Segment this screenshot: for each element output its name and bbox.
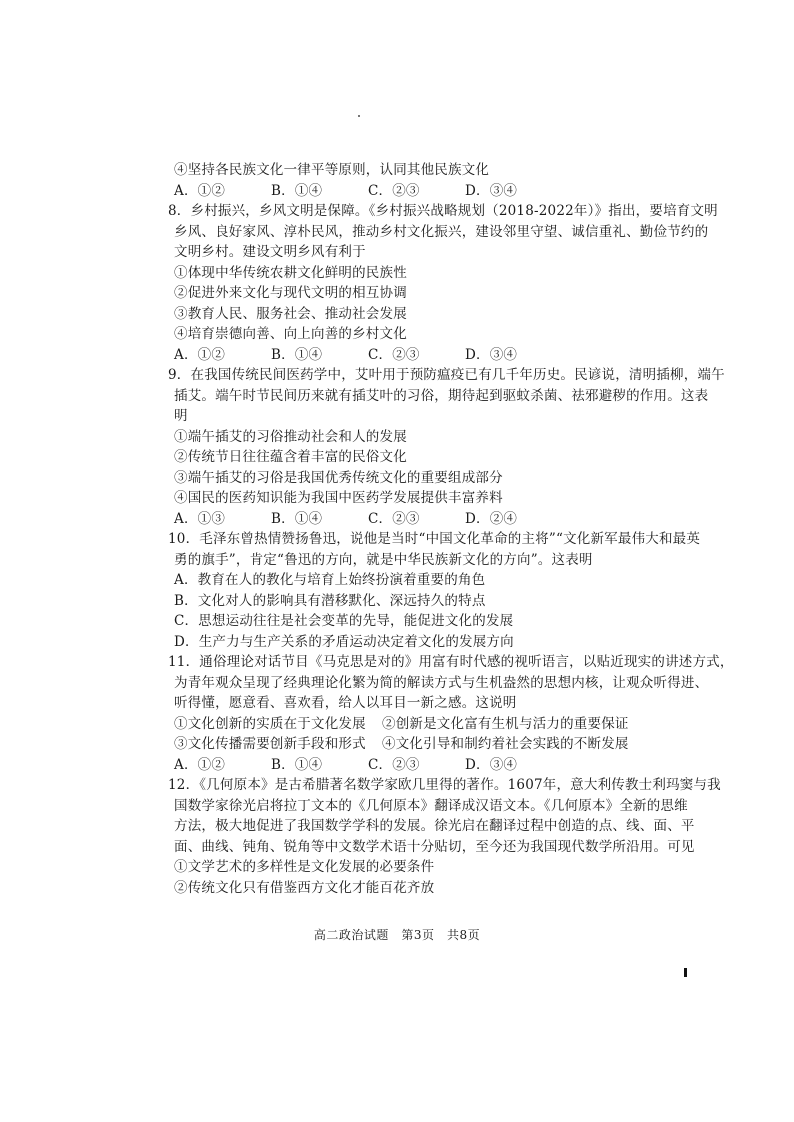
choice-d: D．生产力与生产关系的矛盾运动决定着文化的发展方向 xyxy=(174,633,514,650)
question-stem-line: 国数学家徐光启将拉丁文本的《几何原本》翻译成汉语文本。《几何原本》全新的思维 xyxy=(174,797,688,814)
option-b: B．①④ xyxy=(271,346,323,363)
statement-1: ①文化创新的实质在于文化发展 xyxy=(174,715,366,732)
choice-c: C．思想运动往往是社会变革的先导，能促进文化的发展 xyxy=(174,613,514,629)
statement-row xyxy=(174,734,654,755)
question-stem-line: 听得懂，愿意看、喜欢看，给人以耳目一新之感。这说明 xyxy=(174,695,517,711)
statement-row xyxy=(174,714,654,735)
statement-1: ①体现中华传统农耕文化鲜明的民族性 xyxy=(174,264,407,281)
choice-b: B．文化对人的影响具有潜移默化、深远持久的特点 xyxy=(174,592,486,609)
question-stem-line: 乡风、良好家风、淳朴民风，推动乡村文化振兴，建设邻里守望、诚信重礼、勤俭节约的 xyxy=(174,223,709,240)
statement-1: ①端午插艾的习俗推动社会和人的发展 xyxy=(174,428,407,445)
statement-4: ④培育崇德向善、向上向善的乡村文化 xyxy=(174,326,407,342)
answer-options xyxy=(174,181,654,202)
question-stem-line: 明 xyxy=(174,408,188,424)
question-stem-line: 8．乡村振兴，乡风文明是保障。《乡村振兴战略规划（2018-2022年）》指出，要培育文明 xyxy=(168,203,718,219)
question-stem-line: 11．通俗理论对话节目《马克思是对的》用富有时代感的视听语言，以贴近现实的讲述方式， xyxy=(168,654,734,670)
option-d: D．③④ xyxy=(465,182,518,199)
option-a: A．①② xyxy=(174,182,226,199)
statement-3: ③文化传播需要创新手段和形式 xyxy=(174,736,366,752)
statement-2: ②促进外来文化与现代文明的相互协调 xyxy=(174,285,407,301)
scan-mark xyxy=(684,968,687,977)
statement-1: ①文学艺术的多样性是文化发展的必要条件 xyxy=(174,859,435,875)
question-stem-line: 为青年观众呈现了经典理论化繁为简的解读方式与生机盎然的思想内核，让观众听得进、 xyxy=(174,674,709,691)
statement-2: ②创新是文化富有生机与活力的重要保证 xyxy=(382,715,629,732)
answer-options xyxy=(174,345,654,366)
question-11 xyxy=(168,652,734,775)
option-a: A．①② xyxy=(174,756,226,773)
statement-4: ④国民的医药知识能为我国中医药学发展提供丰富养料 xyxy=(174,490,503,506)
option-a: A．①③ xyxy=(174,510,226,527)
scan-speck xyxy=(358,115,360,117)
option-b: B．①④ xyxy=(271,756,323,773)
option-c: C．②③ xyxy=(368,182,420,199)
option-b: B．①④ xyxy=(271,510,323,527)
option-c: C．②③ xyxy=(368,510,420,527)
option-b: B．①④ xyxy=(271,182,323,199)
statement-3: ③端午插艾的习俗是我国优秀传统文化的重要组成部分 xyxy=(174,469,503,486)
question-content xyxy=(168,160,734,898)
question-stem-line: 9．在我国传统民间医药学中，艾叶用于预防瘟疫已有几千年历史。民谚说，清明插柳，端午 xyxy=(168,367,725,383)
statement-2: ②传统文化只有借鉴西方文化才能百花齐放 xyxy=(174,879,435,896)
option-d: D．③④ xyxy=(465,756,518,773)
question-stem-line: 插艾。端午时节民间历来就有插艾叶的习俗，期待起到驱蚊杀菌、祛邪避秽的作用。这表 xyxy=(174,387,709,404)
statement-4: ④文化引导和制约着社会实践的不断发展 xyxy=(382,736,629,752)
question-8 xyxy=(168,201,718,365)
question-stem-line: 面、曲线、钝角、锐角等中文数学术语十分贴切，至今还为我国现代数学所沿用。可见 xyxy=(174,838,695,855)
answer-options xyxy=(174,509,654,530)
question-stem-line: 文明乡村。建设文明乡风有利于 xyxy=(174,244,366,260)
question-stem-line: 10．毛泽东曾热情赞扬鲁迅，说他是当时“中国文化革命的主将”“文化新军最伟大和最英 xyxy=(168,531,701,547)
question-stem-line: 方法，极大地促进了我国数学学科的发展。徐光启在翻译过程中创造的点、线、面、平 xyxy=(174,818,695,834)
question-stem-line: 勇的旗手”，肯定“鲁迅的方向，就是中华民族新文化的方向”。这表明 xyxy=(174,551,593,568)
question-12 xyxy=(168,775,721,898)
option-a: A．①② xyxy=(174,346,226,363)
question-stem-line: 12．《几何原本》是古希腊著名数学家欧几里得的著作。1607年，意大利传教士利玛窦与我 xyxy=(168,777,721,793)
statement-3: ③教育人民、服务社会、推动社会发展 xyxy=(174,305,407,322)
answer-options xyxy=(174,755,654,776)
question-9 xyxy=(168,365,725,529)
question-7-continuation xyxy=(174,160,654,201)
choice-a: A．教育在人的教化与培育上始终扮演着重要的角色 xyxy=(174,572,486,588)
option-d: D．③④ xyxy=(465,346,518,363)
page-footer: 高二政治试题 第3页 共8页 xyxy=(313,928,481,942)
option-c: C．②③ xyxy=(368,346,420,363)
statement-2: ②传统节日往往蕴含着丰富的民俗文化 xyxy=(174,449,407,465)
option-d: D．②④ xyxy=(465,510,518,527)
statement-4: ④坚持各民族文化一律平等原则，认同其他民族文化 xyxy=(174,162,490,178)
question-10 xyxy=(168,529,701,652)
option-c: C．②③ xyxy=(368,756,420,773)
